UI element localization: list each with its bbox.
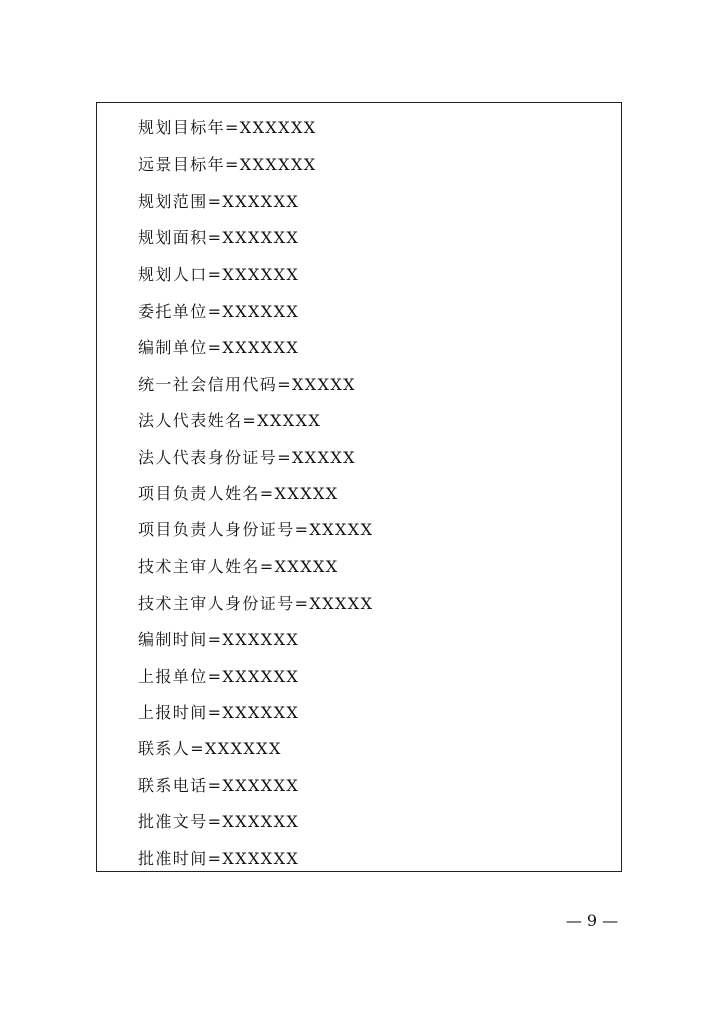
- field-contact-phone: 联系电话=XXXXXX: [138, 776, 300, 795]
- field-contact-person: 联系人=XXXXXX: [138, 739, 282, 758]
- field-project-leader-id: 项目负责人身份证号=XXXXX: [138, 520, 374, 539]
- field-planning-scope: 规划范围=XXXXXX: [138, 192, 300, 211]
- field-planning-area: 规划面积=XXXXXX: [138, 228, 300, 247]
- field-project-leader-name: 项目负责人姓名=XXXXX: [138, 484, 339, 503]
- field-legal-representative-id: 法人代表身份证号=XXXXX: [138, 448, 356, 467]
- page-number: — 9 —: [565, 911, 619, 930]
- field-approval-time: 批准时间=XXXXXX: [138, 849, 300, 868]
- field-compilation-time: 编制时间=XXXXXX: [138, 630, 300, 649]
- field-long-term-target-year: 远景目标年=XXXXXX: [138, 155, 317, 174]
- field-planning-target-year: 规划目标年=XXXXXX: [138, 118, 317, 137]
- field-technical-reviewer-id: 技术主审人身份证号=XXXXX: [138, 594, 374, 613]
- field-planning-population: 规划人口=XXXXXX: [138, 265, 300, 284]
- field-social-credit-code: 统一社会信用代码=XXXXX: [138, 375, 356, 394]
- field-compiling-unit: 编制单位=XXXXXX: [138, 338, 300, 357]
- field-submission-time: 上报时间=XXXXXX: [138, 703, 300, 722]
- field-technical-reviewer-name: 技术主审人姓名=XXXXX: [138, 557, 339, 576]
- field-submitting-unit: 上报单位=XXXXXX: [138, 667, 300, 686]
- field-legal-representative-name: 法人代表姓名=XXXXX: [138, 411, 322, 430]
- field-commissioning-unit: 委托单位=XXXXXX: [138, 302, 300, 321]
- field-approval-document-number: 批准文号=XXXXXX: [138, 812, 300, 831]
